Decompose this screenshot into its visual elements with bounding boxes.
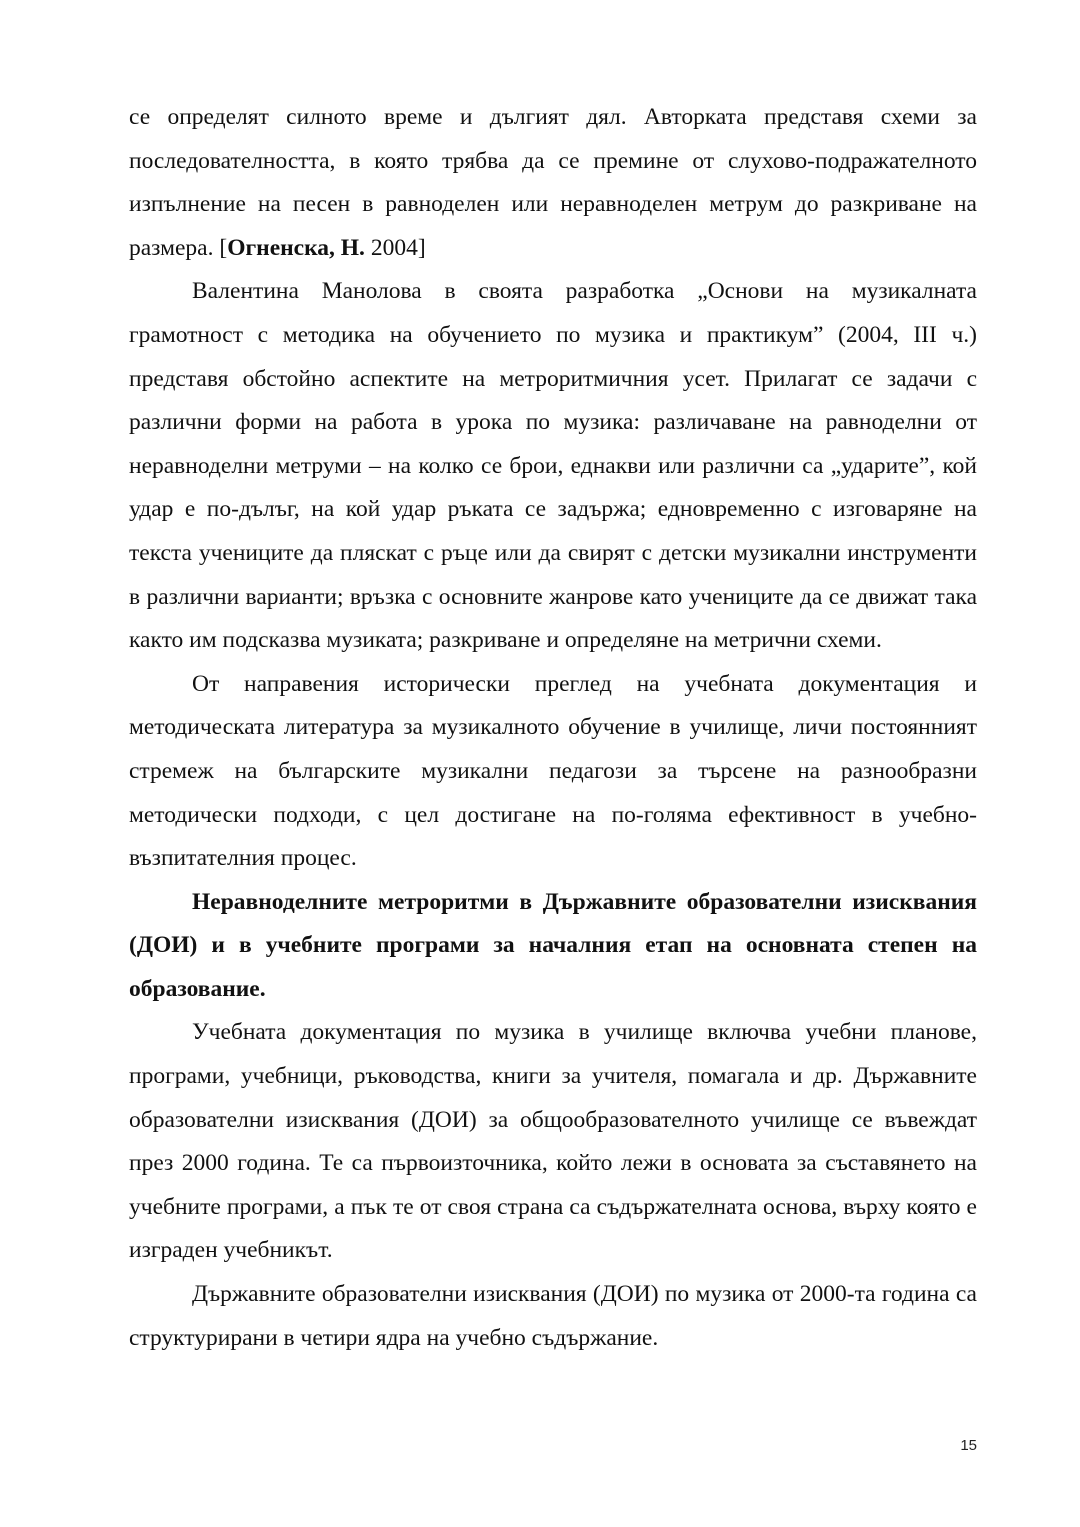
paragraph-1 xyxy=(129,96,977,270)
paragraph-4: Учебната документация по музика в училище включва учебни планове, програми, учебници, ръководства, книги за учителя, помагала и др. Държавните образователни изисквания (ДОИ) за общообразователното училище се въвеждат през 2000 година. Те са първоизточника, който лежи в основата за съставянето на учебните програми, а пък те от своя страна са съдържателната основа, върху която е изграден учебникът. xyxy=(129,1019,977,1264)
paragraph-3: От направения исторически преглед на учебната документация и методическата литература за музикалното обучение в училище, личи постоянният стремеж на българските музикални педагози за търсене на разнообразни методически подходи, с цел достигане на по-голяма ефективност в учебно-възпитателния процес. xyxy=(129,670,977,872)
citation-year: 2004] xyxy=(364,234,426,261)
body-text xyxy=(129,96,977,1360)
paragraph-5: Държавните образователни изисквания (ДОИ) по музика от 2000-та година са структурирани в четири ядра на учебно съдържание. xyxy=(129,1281,977,1351)
paragraph-1-text: се определят силното време и дългият дял. Авторката представя схеми за последователността, в която трябва да се премине от слухово-подражателното изпълнение на песен в равноделен или неравноделен метрум до разкриване на размера. [ xyxy=(129,104,977,261)
page-number: 15 xyxy=(960,1437,977,1454)
citation-author: Огненска, Н. xyxy=(227,234,365,261)
paragraph-2: Валентина Манолова в своята разработка „Основи на музикалната грамотност с методика на обучението по музика и практикум” (2004, III ч.) представя обстойно аспектите на метроритмичния усет. Прилагат се задачи с различни форми на работа в урока по музика: различаване на равноделни от неравноделни метруми – на колко се брои, еднакви или различни са „ударите”, кой удар е по-дълъг, на кой удар ръката се задържа; едновременно с изговаряне на текста учениците да пляскат с ръце или да свирят с детски музикални инструменти в различни варианти; връзка с основните жанрове като учениците да се движат така както им подсказва музиката; разкриване и определяне на метрични схеми. xyxy=(129,278,977,654)
section-heading: Неравноделните метроритми в Държавните образователни изисквания (ДОИ) и в учебните програми за началния етап на основната степен на образование. xyxy=(129,888,977,1002)
